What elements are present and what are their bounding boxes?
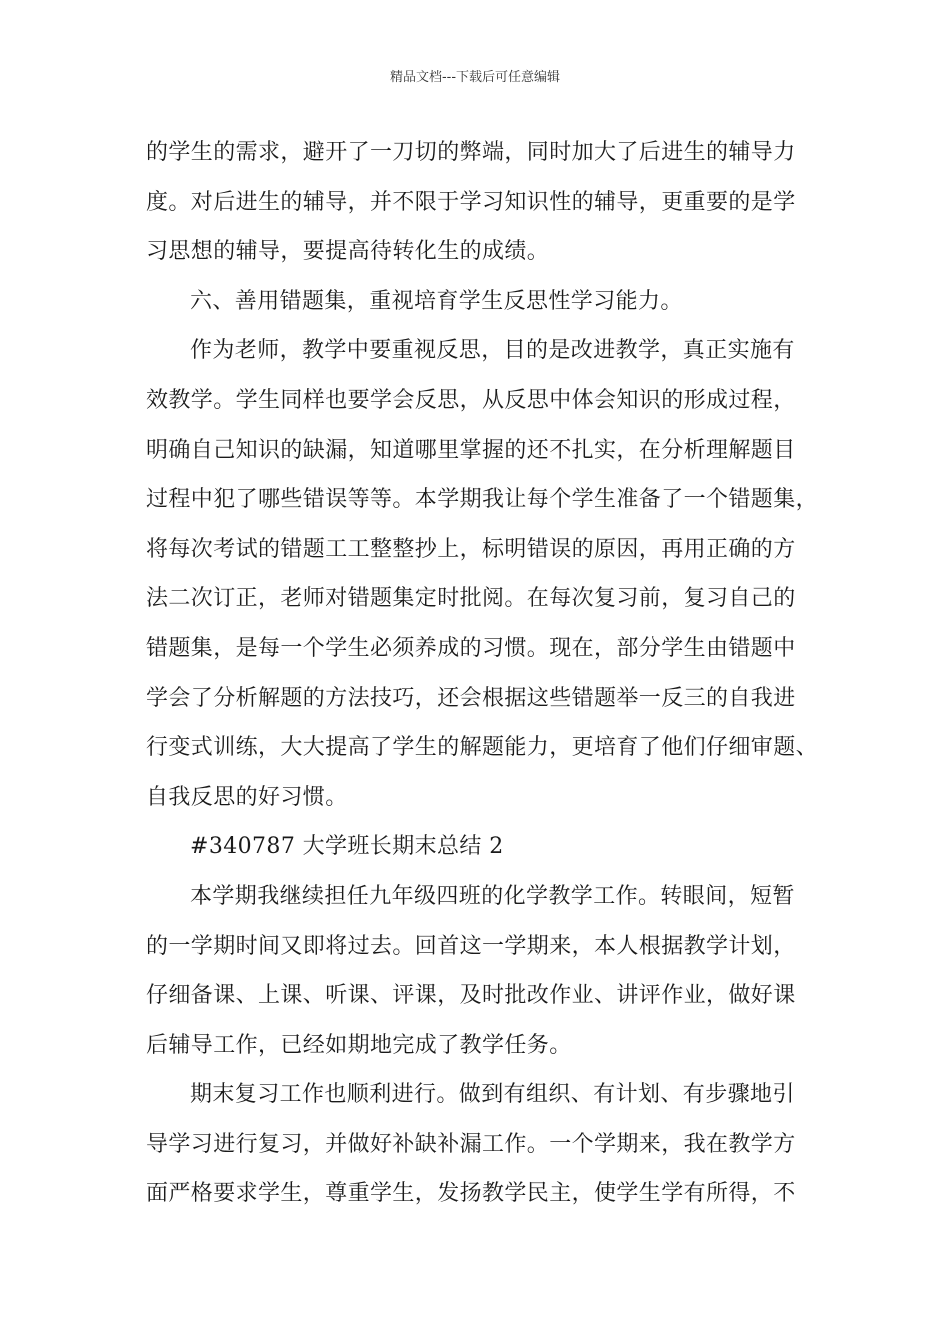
- text-line: 的一学期时间又即将过去。回首这一学期来，本人根据教学计划，: [146, 933, 796, 959]
- text-line: 自我反思的好习惯。: [146, 784, 348, 810]
- text-line: 明确自己知识的缺漏，知道哪里掌握的还不扎实，在分析理解题目: [146, 437, 796, 463]
- text-line: 仔细备课、上课、听课、评课，及时批改作业、讲评作业，做好课: [146, 983, 796, 1009]
- text-line: 作为老师，教学中要重视反思，目的是改进教学，真正实施有: [190, 338, 795, 364]
- text-line: 效教学。学生同样也要学会反思，从反思中体会知识的形成过程，: [146, 387, 796, 413]
- document-body: [146, 128, 836, 1219]
- text-line: 本学期我继续担任九年级四班的化学教学工作。转眼间，短暂: [190, 883, 795, 909]
- text-line: 期末复习工作也顺利进行。做到有组织、有计划、有步骤地引: [190, 1082, 795, 1108]
- text-line: 后辅导工作，已经如期地完成了教学任务。: [146, 1032, 572, 1058]
- text-line: 法二次订正，老师对错题集定时批阅。在每次复习前，复习自己的: [146, 586, 796, 612]
- text-line: 习思想的辅导，要提高待转化生的成绩。: [146, 239, 550, 265]
- text-line: 面严格要求学生，尊重学生，发扬教学民主，使学生学有所得，不: [146, 1181, 796, 1207]
- text-line: 过程中犯了哪些错误等等。本学期我让每个学生准备了一个错题集，: [146, 487, 819, 513]
- text-line: 学会了分析解题的方法技巧，还会根据这些错题举一反三的自我进: [146, 685, 796, 711]
- section-heading: 六、善用错题集，重视培育学生反思性学习能力。: [190, 288, 683, 314]
- document-title: #340787 大学班长期末总结 2: [190, 834, 504, 860]
- text-line: 度。对后进生的辅导，并不限于学习知识性的辅导，更重要的是学: [146, 189, 796, 215]
- text-line: 的学生的需求，避开了一刀切的弊端，同时加大了后进生的辅导力: [146, 140, 796, 165]
- text-line: 错题集，是每一个学生必须养成的习惯。现在，部分学生由错题中: [146, 635, 796, 661]
- text-line: 导学习进行复习，并做好补缺补漏工作。一个学期来，我在教学方: [146, 1131, 796, 1157]
- text-line: 将每次考试的错题工工整整抄上，标明错误的原因，再用正确的方: [146, 536, 796, 562]
- text-line: 行变式训练，大大提高了学生的解题能力，更培育了他们仔细审题、: [146, 735, 819, 761]
- page-header: 精品文档---下载后可任意编辑: [389, 70, 561, 85]
